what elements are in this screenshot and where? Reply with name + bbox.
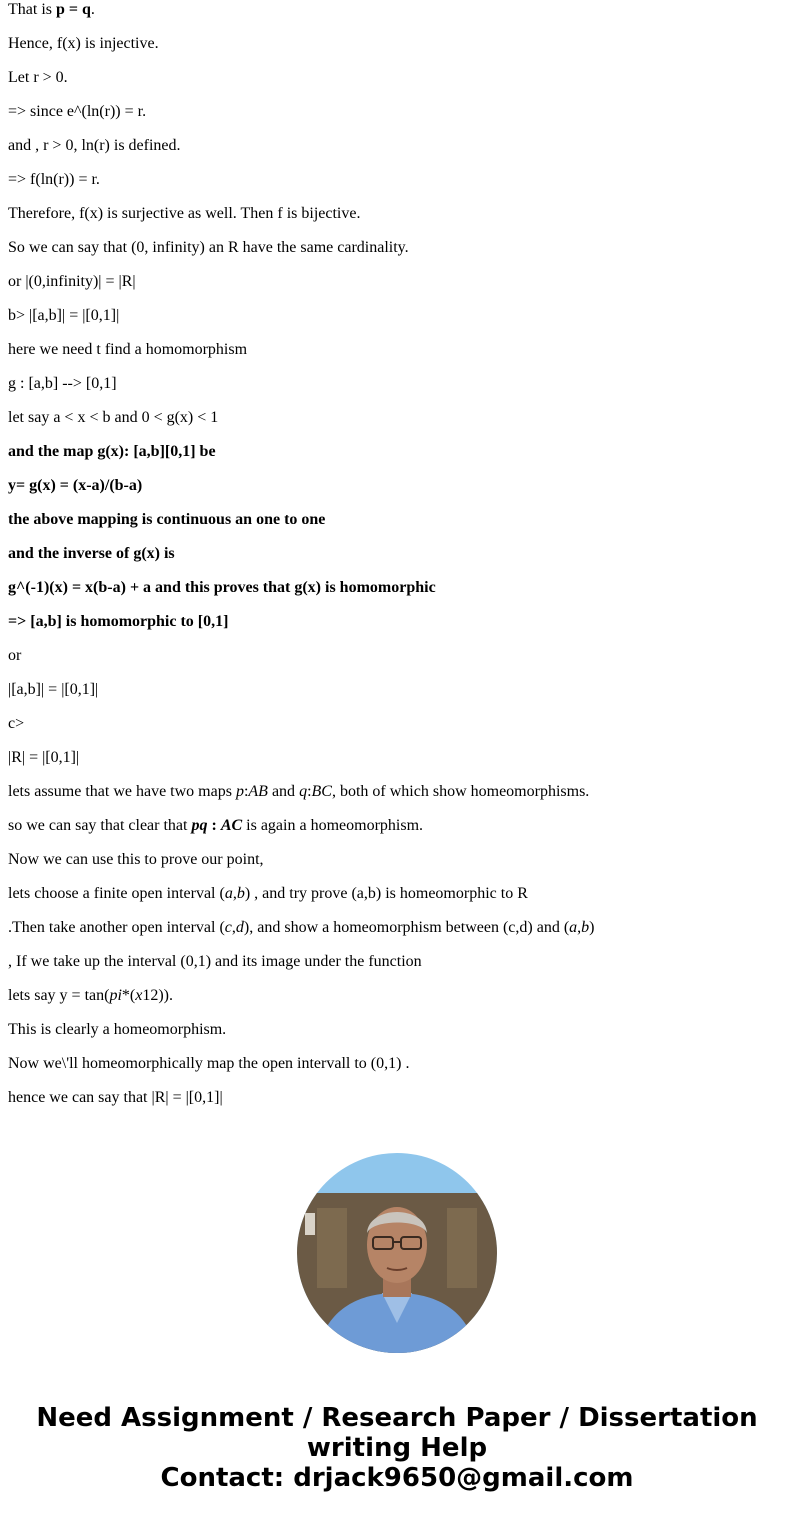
proof-line: the above mapping is continuous an one to one — [8, 511, 326, 528]
proof-line: or |(0,infinity)| = |R| — [8, 273, 136, 290]
proof-line: => [a,b] is homomorphic to [0,1] — [8, 613, 229, 630]
proof-line: So we can say that (0, infinity) an R have the same cardinality. — [8, 239, 409, 256]
proof-line: => f(ln(r)) = r. — [8, 171, 100, 188]
proof-line: Hence, f(x) is injective. — [8, 35, 159, 52]
proof-line: Therefore, f(x) is surjective as well. Then f is bijective. — [8, 205, 361, 222]
proof-line: .Then take another open interval (c,d), and show a homeomorphism between (c,d) and (a,b) — [8, 919, 595, 936]
proof-line: and the inverse of g(x) is — [8, 545, 175, 562]
proof-line: Now we\'ll homeomorphically map the open intervall to (0,1) . — [8, 1055, 410, 1072]
proof-line: here we need t find a homomorphism — [8, 341, 248, 358]
proof-line: hence we can say that |R| = |[0,1]| — [8, 1089, 223, 1106]
portrait-illustration — [297, 1153, 497, 1353]
bold-equation: p = q — [56, 1, 91, 18]
proof-line: => since e^(ln(r)) = r. — [8, 103, 147, 120]
promo-subline: writing Help — [306, 1433, 488, 1463]
proof-line: y= g(x) = (x-a)/(b-a) — [8, 477, 143, 494]
proof-line: lets assume that we have two maps p:AB and q:BC, both of which show homeomorphisms. — [8, 783, 590, 800]
proof-line: , If we take up the interval (0,1) and its image under the function — [8, 953, 422, 970]
solution-text — [8, 0, 778, 1122]
proof-line: |[a,b]| = |[0,1]| — [8, 681, 99, 698]
contact-email[interactable]: Contact: drjack9650@gmail.com — [160, 1463, 634, 1493]
proof-line: That is p = q. — [8, 1, 95, 18]
proof-line: This is clearly a homeomorphism. — [8, 1021, 227, 1038]
proof-line: lets say y = tan(pi*(x12)). — [8, 987, 173, 1004]
proof-line: b> |[a,b]| = |[0,1]| — [8, 307, 120, 324]
promo-headline: Need Assignment / Research Paper / Dissertation — [36, 1403, 758, 1433]
proof-line: and , r > 0, ln(r) is defined. — [8, 137, 181, 154]
author-photo — [297, 1153, 497, 1353]
proof-line: Now we can use this to prove our point, — [8, 851, 264, 868]
proof-line: let say a < x < b and 0 < g(x) < 1 — [8, 409, 219, 426]
proof-line: so we can say that clear that pq : AC is again a homeomorphism. — [8, 817, 424, 834]
proof-line: lets choose a finite open interval (a,b) , and try prove (a,b) is homeomorphic to R — [8, 885, 528, 902]
proof-line: c> — [8, 715, 25, 732]
proof-line: or — [8, 647, 22, 664]
proof-line: g : [a,b] --> [0,1] — [8, 375, 117, 392]
proof-line: |R| = |[0,1]| — [8, 749, 80, 766]
promo-banner — [0, 1403, 794, 1493]
proof-line: Let r > 0. — [8, 69, 68, 86]
proof-line: and the map g(x): [a,b][0,1] be — [8, 443, 216, 460]
proof-line: g^(-1)(x) = x(b-a) + a and this proves that g(x) is homomorphic — [8, 579, 436, 596]
